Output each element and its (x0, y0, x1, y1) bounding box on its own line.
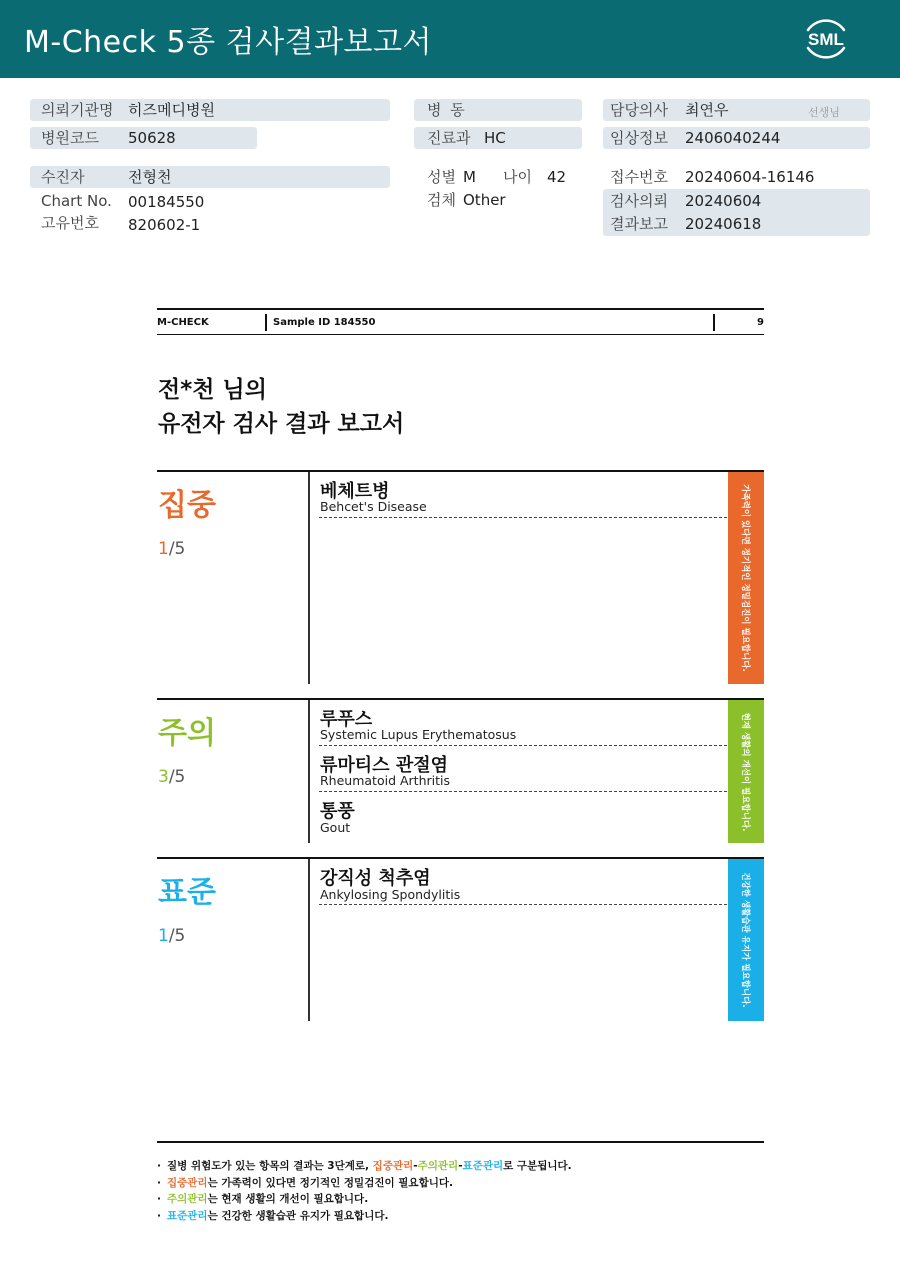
disease-en: Behcet's Disease (320, 499, 427, 514)
report-title-line2: 유전자 검사 결과 보고서 (158, 411, 405, 437)
page-number: 9 (757, 317, 764, 328)
sex-label: 성별 (427, 168, 456, 186)
count-number: 1 (158, 539, 169, 559)
side-note-caution (728, 700, 764, 843)
item-separator (319, 904, 727, 905)
disease-ko: 베체트병 (320, 481, 390, 502)
receipt-value: 20240604-16146 (685, 168, 815, 186)
side-note-standard (728, 859, 764, 1021)
disease-ko: 통풍 (320, 801, 355, 822)
side-note-focus (728, 472, 764, 684)
note-key-caution: 주의관리 (167, 1193, 208, 1205)
section-count-standard (158, 926, 185, 946)
footer-notes (157, 1158, 764, 1224)
note-text: 질병 위험도가 있는 항목의 결과는 3단계로, (167, 1160, 373, 1172)
doctor-suffix: 선생님 (808, 106, 840, 119)
note-text: 는 현재 생활의 개선이 필요합니다. (207, 1193, 369, 1205)
page-title: M-Check 5종 검사결과보고서 (24, 25, 432, 60)
note-separator: - (458, 1160, 463, 1172)
report-date-label: 결과보고 (610, 215, 668, 233)
note-separator: - (413, 1160, 418, 1172)
disease-en: Rheumatoid Arthritis (320, 773, 450, 788)
doctor-label: 담당의사 (610, 101, 668, 119)
section-count-caution (158, 767, 185, 787)
section-title-standard: 표준 (158, 875, 216, 910)
disease-ko: 강직성 척추염 (320, 868, 431, 889)
age-label: 나이 (503, 168, 532, 186)
item-separator (319, 791, 727, 792)
id-label: 고유번호 (41, 214, 99, 232)
note-text: 는 가족력이 있다면 정기적인 정밀검진이 필요합니다. (207, 1176, 453, 1189)
clinical-label: 임상정보 (610, 129, 668, 147)
dept-value: HC (484, 129, 506, 147)
specimen-value: Other (463, 191, 506, 209)
report-header-rule (157, 334, 764, 335)
section-title-focus: 집중 (158, 488, 216, 523)
side-note-text: 가족력이 있다면 정기적인 정밀검진이 필요합니다. (740, 484, 750, 672)
header-divider (265, 314, 267, 331)
hospital-code-label: 병원코드 (41, 129, 99, 147)
note-key-focus: 집중관리 (372, 1160, 414, 1172)
note-key-standard: 표준관리 (167, 1209, 208, 1222)
patient-label: 수진자 (41, 168, 85, 186)
note-key-caution: 주의관리 (417, 1160, 459, 1172)
section-rule (157, 698, 764, 700)
disease-en: Gout (320, 820, 351, 835)
section-count-focus (158, 539, 185, 559)
report-header (0, 0, 900, 78)
age-value: 42 (547, 168, 567, 186)
note-text: 는 건강한 생활습관 유지가 필요합니다. (207, 1209, 389, 1222)
item-separator (319, 745, 727, 746)
side-note-text: 현재 생활의 개선이 필요합니다. (740, 712, 750, 831)
disease-en: Systemic Lupus Erythematosus (320, 727, 517, 742)
note-key-standard: 표준관리 (462, 1160, 504, 1172)
request-date-label: 검사의뢰 (610, 192, 668, 210)
report-title-line1: 전*천 님의 (158, 377, 267, 403)
request-date-value: 20240604 (685, 192, 762, 210)
report-brand: M-CHECK (157, 317, 209, 328)
receipt-label: 접수번호 (610, 168, 668, 186)
requester-value: 히즈메디병원 (128, 101, 215, 119)
header-divider (713, 314, 715, 331)
sml-logo (800, 12, 852, 64)
specimen-label: 검체 (427, 191, 456, 209)
note-text: 로 구분됩니다. (503, 1160, 572, 1172)
note-line: · 집중관리는 가족력이 있다면 정기적인 정밀검진이 필요합니다. (157, 1176, 453, 1189)
count-total: /5 (168, 767, 186, 787)
count-total: /5 (168, 926, 186, 946)
id-value: 820602-1 (128, 216, 201, 234)
clinical-value: 2406040244 (685, 129, 781, 147)
note-line: · 질병 위험도가 있는 항목의 결과는 3단계로, 집중관리-주의관리-표준관리로 구분됩니다. (157, 1160, 572, 1172)
chart-label: Chart No. (41, 192, 112, 210)
section-divider (308, 859, 310, 1021)
side-note-text: 건강한 생활습관 유지가 필요합니다. (740, 872, 750, 1008)
sample-id: Sample ID 184550 (273, 317, 376, 328)
section-rule (157, 470, 764, 472)
section-divider (308, 472, 310, 684)
count-total: /5 (168, 539, 186, 559)
patient-value: 전형천 (128, 168, 172, 186)
dept-label: 진료과 (427, 129, 471, 147)
section-title-caution: 주의 (158, 716, 216, 751)
sex-value: M (463, 168, 476, 186)
hospital-code-value: 50628 (128, 129, 176, 147)
doctor-value: 최연우 (685, 101, 729, 119)
note-line: · 주의관리는 현재 생활의 개선이 필요합니다. (157, 1193, 369, 1205)
note-key-focus: 집중관리 (167, 1176, 208, 1189)
report-top-rule (157, 308, 764, 310)
logo-text: SML (808, 30, 844, 49)
disease-en: Ankylosing Spondylitis (320, 887, 461, 902)
ward-label: 병 동 (427, 101, 467, 119)
section-divider (308, 700, 310, 843)
item-separator (319, 517, 727, 518)
report-date-value: 20240618 (685, 215, 762, 233)
disease-ko: 루푸스 (320, 709, 373, 730)
requester-label: 의뢰기관명 (41, 101, 114, 119)
chart-value: 00184550 (128, 193, 205, 211)
note-line: · 표준관리는 건강한 생활습관 유지가 필요합니다. (157, 1209, 389, 1222)
count-number: 1 (158, 926, 169, 946)
count-number: 3 (158, 767, 169, 787)
footer-rule (157, 1141, 764, 1143)
disease-ko: 류마티스 관절염 (320, 755, 448, 776)
section-rule (157, 857, 764, 859)
